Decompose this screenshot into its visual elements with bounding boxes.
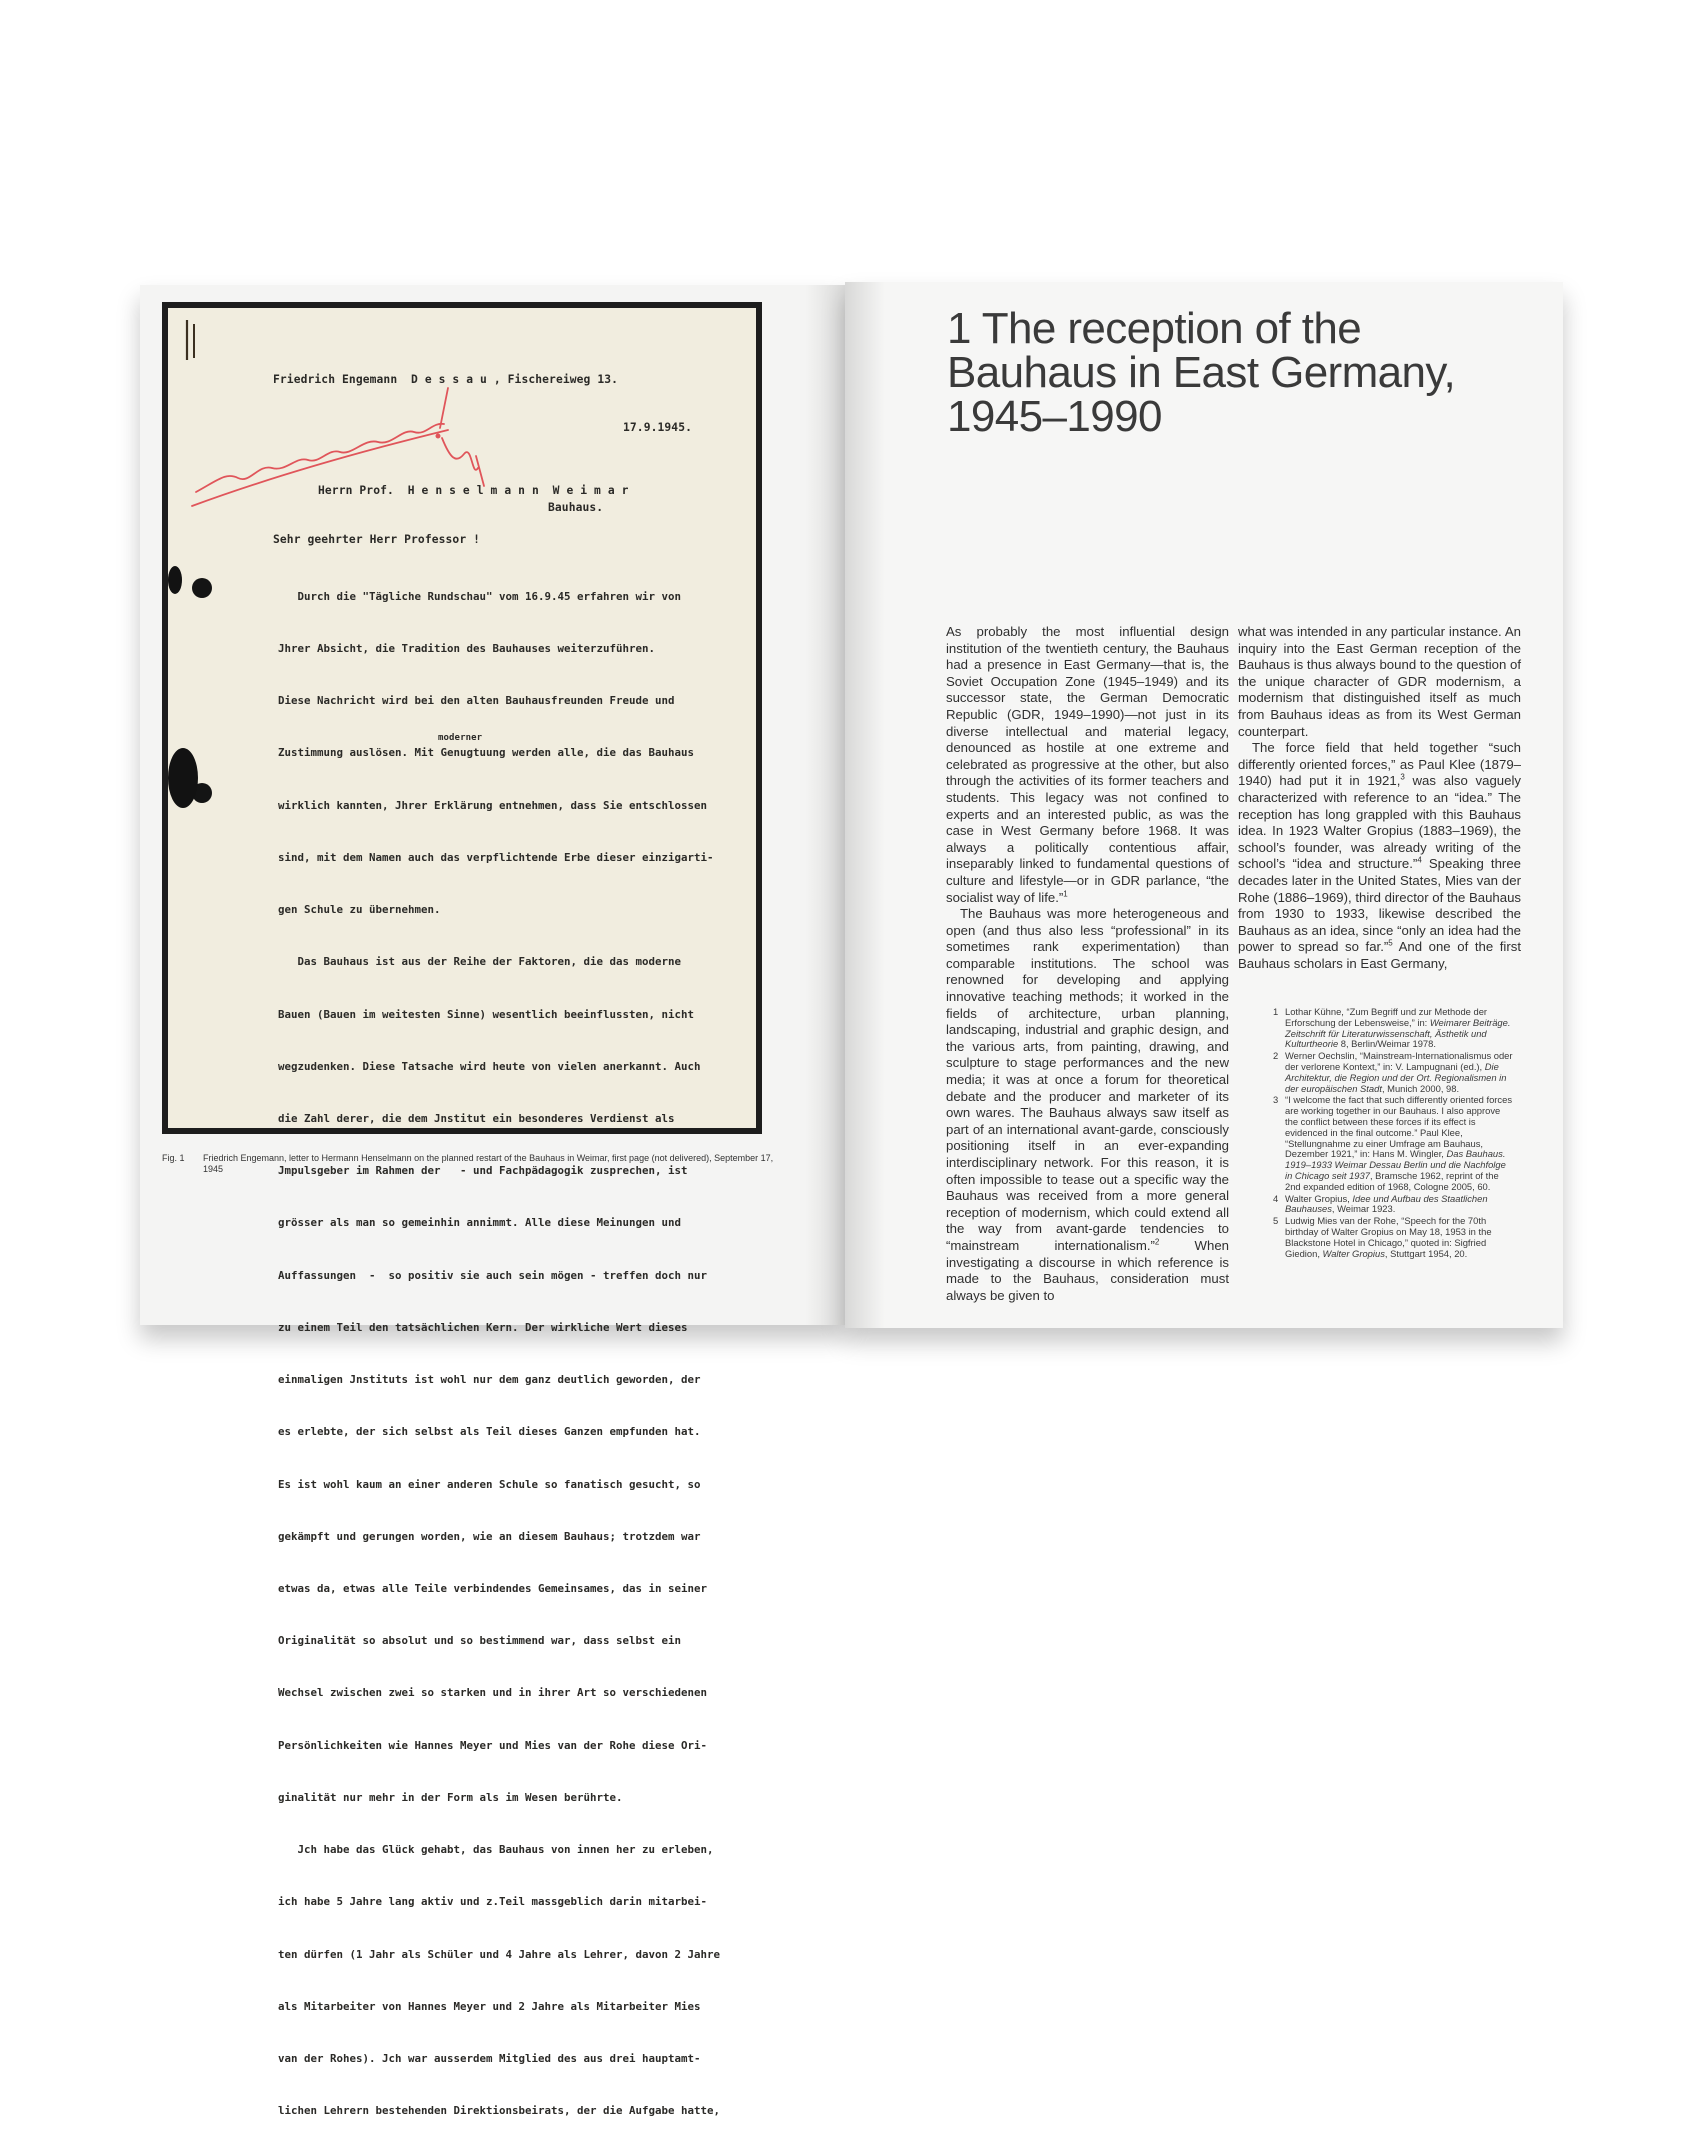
letter-addressee: Herrn Prof. H e n s e l m a n n W e i m a r bbox=[318, 484, 629, 497]
footnote-text: Ludwig Mies van der Rohe, “Speech for the 70th birthday of Walter Gropius on May 18, 1953 in the Blackstone Hotel in Chicago,” quoted in: Sigfried Giedion, bbox=[1285, 1215, 1492, 1259]
gutter-shadow-left bbox=[805, 285, 845, 1325]
letter-header: Friedrich Engemann D e s s a u , Fischereiweg 13. bbox=[273, 373, 619, 386]
gutter-shadow-right bbox=[845, 282, 885, 1328]
paragraph-text: When investigating a discourse in which reference is made to the Bauhaus, consideration must always be given to bbox=[946, 1237, 1229, 1303]
left-page bbox=[140, 285, 845, 2118]
letter-line: van der Rohes). Jch war ausserdem Mitglied des aus drei hauptamt- bbox=[278, 2051, 701, 2065]
pencil-marks-icon bbox=[182, 316, 202, 364]
paragraph-text: Speaking three decades later in the United States, Mies van der Rohe (1886–1969), third director of the Bauhaus from 1930 to 1933, likewise described the Bauhaus as an idea, since “only an idea had the power to spread so far.” bbox=[1238, 856, 1521, 955]
footnote-ref: 5 bbox=[1388, 938, 1393, 948]
footnote bbox=[1273, 1095, 1513, 1192]
letter-line: es erlebte, der sich selbst als Teil dieses Ganzen empfunden hat. bbox=[278, 1425, 701, 1439]
letter-line: Jmpulsgeber im Rahmen der - und Fachpädagogik zusprechen, ist bbox=[278, 1164, 688, 1178]
letter-line: wegzudenken. Diese Tatsache wird heute von vielen anerkannt. Auch bbox=[278, 1059, 701, 1073]
letter-line: als Mitarbeiter von Hannes Meyer und 2 Jahre als Mitarbeiter Mies bbox=[278, 1999, 701, 2013]
footnote-ref: 1 bbox=[1063, 889, 1068, 899]
footnote bbox=[1273, 1194, 1513, 1216]
footnote bbox=[1273, 1051, 1513, 1094]
footnote-title: Walter Gropius bbox=[1322, 1247, 1385, 1259]
footnote-text: 8, Berlin/Weimar 1978. bbox=[1338, 1038, 1436, 1050]
paragraph-text: As probably the most influential design institution of the twentieth century, the Bauhaus had a presence in East Germany—that is, the Soviet Occupation Zone (1945–1949) and its successor state, the German Democratic Republic (GDR, 1949–1990)—not just in its diverse intellectual and material legacy, denounced as hostile at one extreme and celebrated as progressive at the other, but also through the activities of its former teachers and students. This legacy was not confined to experts and an interested public, as was the case in West Germany before 1968. It was always a politically contentious affair, inseparably linked to fundamental questions of culture and lifestyle—or in GDR parlance, “the socialist way of life.” bbox=[946, 624, 1229, 905]
text-column-1 bbox=[946, 624, 1229, 1304]
letter-line: ten dürfen (1 Jahr als Schüler und 4 Jahre als Lehrer, davon 2 Jahre bbox=[278, 1947, 721, 1961]
footnote-number: 1 bbox=[1273, 1006, 1279, 1017]
footnote-text: Werner Oechslin, “Mainstream-Internationalismus oder der verlorene Kontext,” in: V. Lampugnani (ed.), bbox=[1285, 1050, 1513, 1072]
paragraph-text: was also vaguely characterized with reference to an “idea.” The reception has long grappled with this Bauhaus idea. In 1923 Walter Gropius (1883–1969), the school’s founder, was already writing of the school’s “idea and structure.” bbox=[1238, 773, 1521, 872]
letter-line: Persönlichkeiten wie Hannes Meyer und Mies van der Rohe diese Ori- bbox=[278, 1738, 708, 1752]
letter-line: wirklich kannten, Jhrer Erklärung entnehmen, dass Sie entschlossen bbox=[278, 798, 708, 812]
letter-line: Originalität so absolut und so bestimmend war, dass selbst ein bbox=[278, 1634, 682, 1648]
letter-line: ich habe 5 Jahre lang aktiv und z.Teil massgeblich darin mitarbei- bbox=[278, 1895, 708, 1909]
footnote-text: “I welcome the fact that such differently oriented forces are working together in our Bauhaus. I also approve the conflict between these forces if its effect is evidenced in the final outcome.” Paul Klee, “Stellungnahme zu einer Umfrage am Bauhaus, Dezember 1921,” in: Hans M. Wingler, bbox=[1285, 1094, 1513, 1160]
red-handwriting-annotation bbox=[188, 368, 508, 518]
chapter-title-line: 1 The reception of the bbox=[947, 304, 1362, 353]
footnote-text: Lothar Kühne, “Zum Begriff und zur Methode der Erforschung der Lebensweise,” in: bbox=[1285, 1006, 1488, 1028]
letter-line: zu einem Teil den tatsächlichen Kern. Der wirkliche Wert dieses bbox=[278, 1320, 688, 1334]
footnote-ref: 4 bbox=[1417, 855, 1422, 865]
footnote-ref: 3 bbox=[1400, 772, 1405, 782]
letter-line: gekämpft und gerungen worden, wie an diesem Bauhaus; trotzdem war bbox=[278, 1529, 701, 1543]
punch-hole bbox=[192, 578, 212, 598]
footnote-title: Die Architektur, die Region und der Ort. Regionalismen in der europäischen Stadt bbox=[1285, 1060, 1507, 1094]
letter-line: grösser als man so gemeinhin annimmt. Alle diese Meinungen und bbox=[278, 1216, 682, 1230]
footnote-number: 5 bbox=[1273, 1215, 1279, 1227]
footnote-title: Das Bauhaus. 1919–1933 Weimar Dessau Berlin und die Nachfolge in Chicago seit 1937 bbox=[1285, 1148, 1506, 1181]
letter-line: sind, mit dem Namen auch das verpflichtende Erbe dieser einzigarti- bbox=[278, 850, 714, 864]
paragraph-text: And one of the first Bauhaus scholars in East Germany, bbox=[1238, 939, 1521, 971]
figure-label: Fig. 1 bbox=[162, 1153, 185, 1163]
letter-line: Jch habe das Glück gehabt, das Bauhaus von innen her zu erleben, bbox=[278, 1843, 714, 1857]
text-column-2 bbox=[1238, 624, 1521, 972]
letter-body bbox=[278, 553, 720, 2154]
letter-line: Es ist wohl kaum an einer anderen Schule so fanatisch gesucht, so bbox=[278, 1477, 701, 1491]
letter-line: die Zahl derer, die dem Jnstitut ein besonderes Verdienst als bbox=[278, 1112, 675, 1125]
letter-line: Bauen (Bauen im weitesten Sinne) wesentlich beeinflussten, nicht bbox=[278, 1007, 695, 1021]
chapter-title-line: Bauhaus in East Germany, bbox=[947, 348, 1456, 397]
footnote bbox=[1273, 1216, 1513, 1259]
paragraph-text: The force field that held together “such differently oriented forces,” as Paul Klee (1879–1940) had put it in 1921, bbox=[1238, 740, 1521, 789]
footnote bbox=[1273, 1007, 1513, 1050]
letter-line: Das Bauhaus ist aus der Reihe der Faktoren, die das moderne bbox=[278, 955, 682, 969]
paragraph-text: what was intended in any particular instance. An inquiry into the East German reception of the Bauhaus is thus always bound to the question of the unique character of GDR modernism, a modernism that distinguished itself as much from Bauhaus ideas as from its West German counterpart. bbox=[1238, 624, 1521, 739]
footnote-text: , Weimar 1923. bbox=[1331, 1203, 1396, 1215]
letter-date: 17.9.1945. bbox=[623, 421, 693, 434]
footnote-number: 4 bbox=[1273, 1192, 1279, 1204]
letter-line: Auffassungen - so positiv sie auch sein mögen - treffen doch nur bbox=[278, 1268, 708, 1282]
letter-line: ginalität nur mehr in der Form als im Wesen berührte. bbox=[278, 1790, 623, 1804]
footnote-text: , Stuttgart 1954, 20. bbox=[1384, 1247, 1468, 1259]
letter-line: einmaligen Jnstituts ist wohl nur dem ganz deutlich geworden, der bbox=[278, 1373, 701, 1387]
footnote-title: Weimarer Beiträge. Zeitschrift für Literaturwissenschaft, Ästhetik und Kulturtheorie bbox=[1285, 1016, 1511, 1050]
letter-salutation: Sehr geehrter Herr Professor ! bbox=[273, 533, 481, 546]
chapter-title bbox=[947, 304, 1547, 441]
footnotes bbox=[1273, 1007, 1513, 1260]
letter-insertion: moderner bbox=[438, 733, 483, 743]
binding-stain bbox=[168, 748, 198, 808]
paragraph bbox=[1238, 624, 1521, 740]
chapter-title-line: 1945–1990 bbox=[947, 392, 1162, 441]
footnote-text: Walter Gropius, bbox=[1285, 1192, 1353, 1204]
footnote-text: , Bramsche 1962, reprint of the 2nd expanded edition of 1968, Cologne 2005, 60. bbox=[1285, 1169, 1499, 1192]
footnote-text: , Munich 2000, 98. bbox=[1381, 1082, 1460, 1094]
letter-line: Diese Nachricht wird bei den alten Bauhausfreunden Freude und bbox=[278, 694, 675, 708]
paragraph-text: The Bauhaus was more heterogeneous and open (and thus also less “professional” in its sometimes rank experimentation) than comparable institutions. The school was renowned for developing and applying innovative teaching methods; it worked in the fields of architecture, urban planning, landscaping, industrial and graphic design, and the various arts, from painting, drawing, and sculpture to stage performances and the new media; it was at once a forum for theoretical debate and the producer and marketer of its own wares. The Bauhaus always saw itself as part of an international avant-garde, consciously positioning itself in an ever-expanding interdisciplinary network. For this reason, it is often impossible to tease out a specific way the Bauhaus was received from a more general reception of modernism, which could extend all the way from avant-garde tendencies to “mainstream internationalism.” bbox=[946, 906, 1229, 1253]
paragraph bbox=[946, 624, 1229, 906]
letter-addressee-institution: Bauhaus. bbox=[548, 501, 604, 514]
footnote-number: 2 bbox=[1273, 1050, 1279, 1062]
letter-line: Durch die "Tägliche Rundschau" vom 16.9.45 erfahren wir von bbox=[278, 589, 682, 603]
footnote-title: Idee und Aufbau des Staatlichen Bauhauses bbox=[1285, 1192, 1488, 1215]
letter-line: Wechsel zwischen zwei so starken und in ihrer Art so verschiedenen bbox=[278, 1686, 708, 1700]
figure-caption-text: Friedrich Engemann, letter to Hermann Henselmann on the planned restart of the Bauhaus in Weimar, first page (not delivered), September 17, 1945 bbox=[203, 1153, 774, 1174]
letter-line: gen Schule zu übernehmen. bbox=[278, 903, 441, 917]
letter-line: Jhrer Absicht, die Tradition des Bauhauses weiterzuführen. bbox=[278, 642, 656, 656]
footnote-ref: 2 bbox=[1154, 1237, 1160, 1247]
letter-line: lichen Lehrern bestehenden Direktionsbeirats, der die Aufgabe hatte, bbox=[278, 2104, 721, 2118]
paragraph bbox=[946, 906, 1229, 1304]
letter-line: Zustimmung auslösen. Mit Genugtuung werden alle, die das Bauhaus bbox=[278, 746, 695, 760]
footnote-number: 3 bbox=[1273, 1094, 1279, 1106]
paragraph bbox=[1238, 740, 1521, 972]
binding-stain bbox=[168, 566, 182, 594]
letter-line: etwas da, etwas alle Teile verbindendes Gemeinsames, das in seiner bbox=[278, 1581, 708, 1595]
right-page bbox=[845, 282, 1563, 1328]
